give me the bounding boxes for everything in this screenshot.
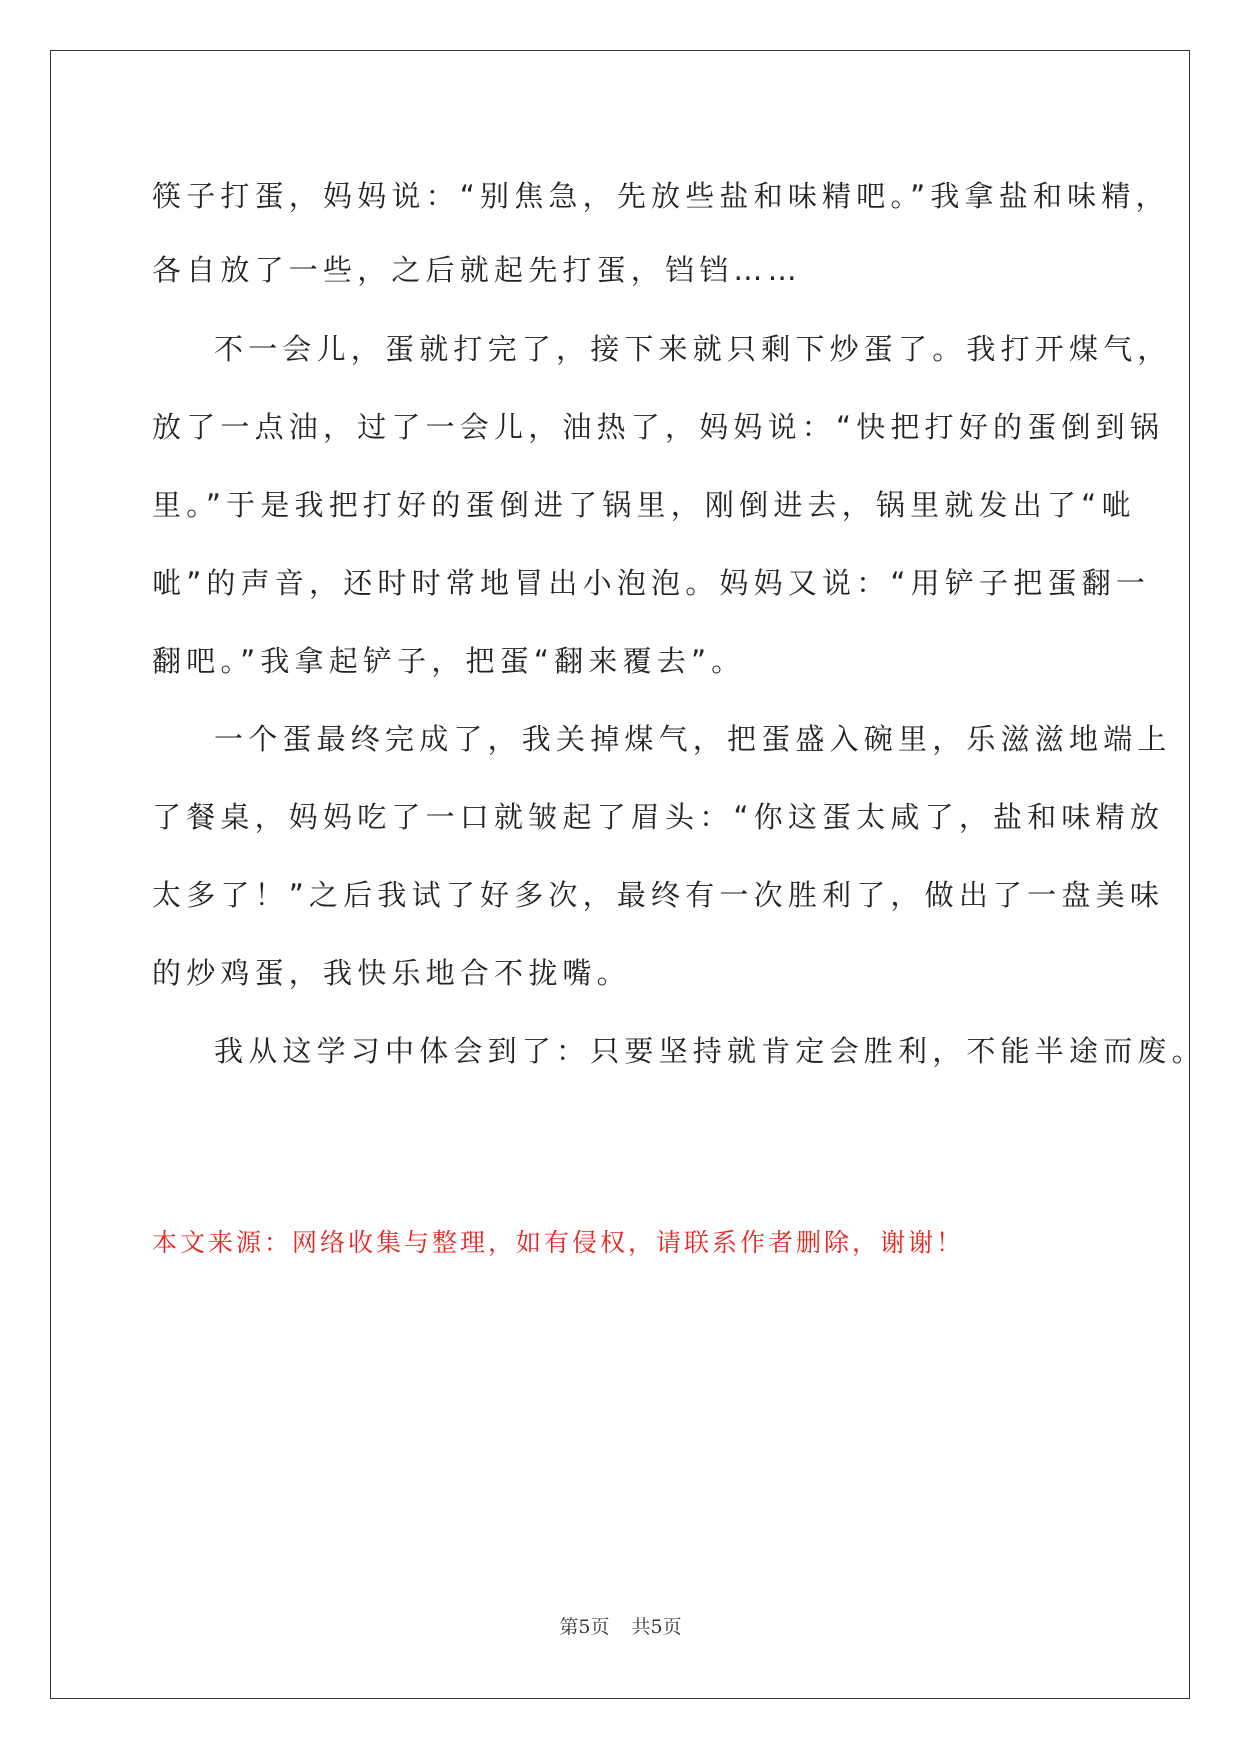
body-line-3: 不一会儿，蛋就打完了，接下来就只剩下炒蛋了。我打开煤气， [214,332,1172,366]
body-line-9: 了餐桌，妈妈吃了一口就皱起了眉头：“你这蛋太咸了，盐和味精放 [152,800,1165,834]
body-line-11: 的炒鸡蛋，我快乐地合不拢嘴。 [152,956,631,990]
body-line-8: 一个蛋最终完成了，我关掉煤气，把蛋盛入碗里，乐滋滋地端上 [214,722,1172,756]
page-number-total: 共5页 [631,1616,682,1638]
body-line-1: 筷子打蛋，妈妈说：“别焦急，先放些盐和味精吧。”我拿盐和味精， [152,179,1170,213]
page-number-current: 第5页 [559,1616,610,1638]
body-line-7: 翻吧。”我拿起铲子，把蛋“翻来覆去”。 [152,644,746,678]
body-line-10: 太多了！”之后我试了好多次，最终有一次胜利了，做出了一盘美味 [152,878,1165,912]
body-line-6: 呲”的声音，还时时常地冒出小泡泡。妈妈又说：“用铲子把蛋翻一 [152,566,1151,600]
page-footer [0,1612,1241,1639]
body-line-4: 放了一点油，过了一会儿，油热了，妈妈说：“快把打好的蛋倒到锅 [152,410,1165,444]
body-line-12: 我从这学习中体会到了：只要坚持就肯定会胜利，不能半途而废。 [214,1034,1206,1068]
body-line-5: 里。”于是我把打好的蛋倒进了锅里，刚倒进去，锅里就发出了“呲 [152,488,1136,522]
body-line-2: 各自放了一些，之后就起先打蛋，铛铛…… [152,253,802,287]
source-note: 本文来源：网络收集与整理，如有侵权，请联系作者删除，谢谢！ [152,1228,965,1257]
